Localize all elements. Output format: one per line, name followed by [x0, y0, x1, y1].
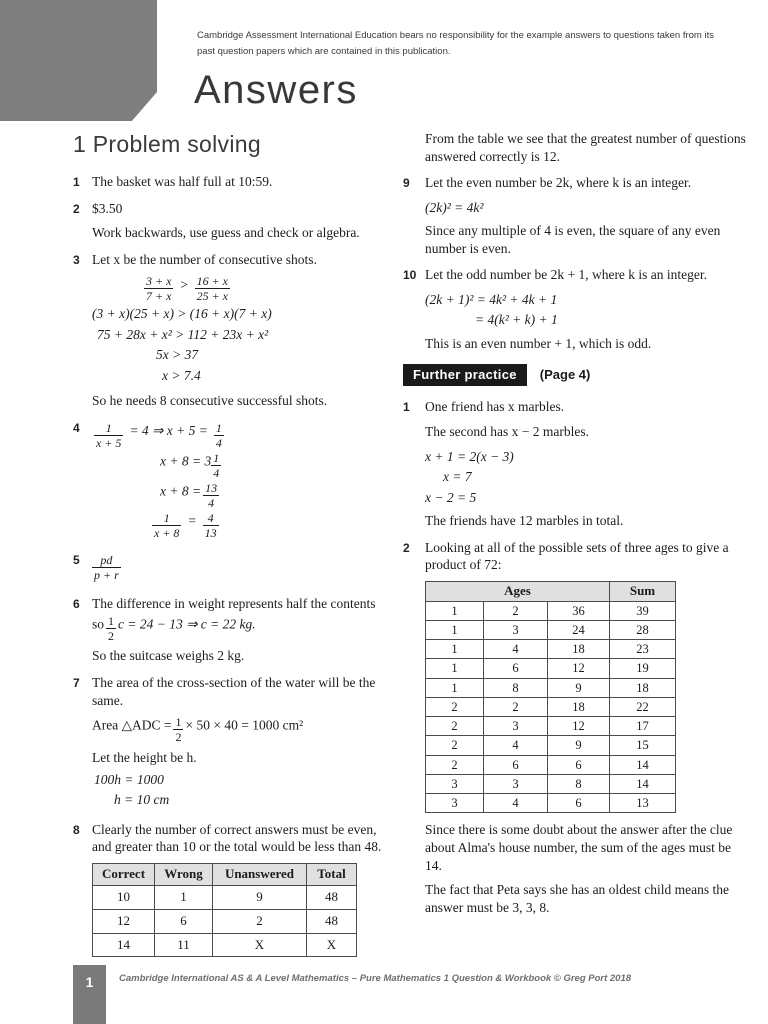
table-cell: 24 — [548, 620, 610, 639]
answer-content — [92, 674, 395, 812]
table-cell: 1 — [426, 640, 484, 659]
table-cell: 1 — [426, 678, 484, 697]
answer-item-9 — [403, 174, 747, 257]
answer-text: Let x be the number of consecutive shots. — [92, 251, 317, 267]
fraction — [203, 482, 219, 509]
table-cell: 2 — [426, 736, 484, 755]
further-practice-item-1 — [403, 398, 747, 529]
numerator: 3 + x — [146, 274, 172, 289]
table-cell: 8 — [484, 678, 548, 697]
answer-item-10 — [403, 266, 747, 352]
answer-text: The basket was half full at 10:59. — [92, 174, 273, 189]
table-cell: 12 — [93, 909, 155, 933]
equation-line: x > 7.4 — [162, 367, 201, 383]
table-head — [426, 581, 676, 601]
page-reference: (Page 4) — [539, 367, 591, 383]
answer-content — [92, 821, 395, 958]
answer-item-2 — [73, 200, 395, 242]
column-header: Total — [307, 863, 357, 885]
table-cell: 6 — [548, 755, 610, 774]
table-cell: 28 — [610, 620, 676, 639]
answer-text: Since there is some doubt about the answer after the clue about Alma's house number, the sum of the ages must be 14. — [425, 822, 733, 873]
table-header-row — [426, 581, 676, 601]
answer-text: The difference in weight represents half the contents — [92, 595, 376, 611]
table-cell: 4 — [484, 736, 548, 755]
section-heading: 1 Problem solving — [73, 131, 261, 157]
question-number: 8 — [73, 822, 80, 837]
table-cell: 13 — [610, 794, 676, 813]
table-cell: 12 — [548, 717, 610, 736]
denominator: 4 — [215, 435, 222, 450]
table-cell: 1 — [426, 601, 484, 620]
table-cell: 3 — [426, 774, 484, 793]
answer-text: So the suitcase weighs 2 kg. — [92, 648, 245, 664]
ages-table — [425, 581, 676, 814]
denominator: 25 + x — [196, 289, 228, 304]
answer-text: One friend has x marbles. — [425, 399, 565, 415]
table-cell: 2 — [426, 755, 484, 774]
answer-text: Let the odd number be 2k + 1, where k is an integer. — [425, 267, 708, 283]
denominator: 13 — [204, 525, 217, 540]
denominator: x + 5 — [96, 435, 122, 450]
corner-decoration — [0, 0, 157, 121]
disclaimer-text: Cambridge Assessment International Education bears no responsibility for the example answers to questions taken from its past question papers which are contained in this publication. — [197, 30, 714, 57]
question-number: 1 — [403, 400, 410, 415]
question-number: 4 — [73, 420, 80, 435]
table-cell: 14 — [610, 755, 676, 774]
operator: = — [187, 513, 197, 529]
table-cell: 14 — [610, 774, 676, 793]
table-cell: 22 — [610, 697, 676, 716]
table-row — [426, 717, 676, 736]
further-practice-badge: Further practice — [403, 364, 527, 386]
answer-content — [92, 173, 395, 191]
numerator: 1 — [152, 512, 181, 526]
answer-text: From the table we see that the greatest number of questions answered correctly is 12. — [425, 131, 746, 164]
column-header: Correct — [93, 863, 155, 885]
page-number: 1 — [85, 974, 94, 990]
question-number: 7 — [73, 676, 80, 691]
question-number: 9 — [403, 176, 410, 191]
equation-line: = 4(k² + k) + 1 — [475, 312, 558, 328]
table-cell: 18 — [548, 697, 610, 716]
question-number: 6 — [73, 596, 80, 611]
answer-text: Let the height be h. — [92, 750, 197, 766]
answer-content — [425, 130, 747, 165]
question-number: 2 — [73, 201, 80, 216]
answer-text: The area of the cross-section of the water will be the same. — [92, 675, 376, 708]
equation-text: x + 8 = 3 — [160, 453, 212, 469]
numerator: 4 — [203, 512, 219, 526]
equation-line — [150, 512, 395, 539]
table-cell: 39 — [610, 601, 676, 620]
table-cell: 4 — [484, 794, 548, 813]
table-cell: 18 — [548, 640, 610, 659]
table-cell: 8 — [548, 774, 610, 793]
answer-item-4 — [73, 419, 395, 542]
table-cell: 3 — [484, 620, 548, 639]
answer-item-8-continued — [403, 130, 747, 165]
equation-line — [160, 482, 395, 509]
answer-item-5 — [73, 551, 395, 584]
answer-text: Work backwards, use guess and check or algebra. — [92, 225, 360, 241]
table-body — [93, 885, 357, 957]
answer-content — [92, 200, 395, 242]
table-head — [93, 863, 357, 885]
further-practice-item-2 — [403, 539, 747, 916]
table-row — [93, 933, 357, 957]
table-cell: 12 — [548, 659, 610, 678]
equation-line: 75 + 28x + x² > 112 + 23x + x² — [97, 326, 269, 342]
table-row — [426, 640, 676, 659]
fraction — [214, 422, 224, 449]
numerator: 16 + x — [196, 274, 228, 289]
table-cell: 2 — [426, 717, 484, 736]
answer-content — [425, 266, 747, 352]
table-cell: 15 — [610, 736, 676, 755]
equation-line — [142, 275, 395, 302]
numerator: 1 — [108, 614, 115, 629]
table-row — [426, 620, 676, 639]
table-row — [426, 736, 676, 755]
equation-line — [92, 716, 395, 743]
table-cell: 2 — [484, 697, 548, 716]
answer-content — [92, 595, 395, 665]
equation-line: (2k + 1)² = 4k² + 4k + 1 — [425, 291, 558, 307]
numerator: 1 — [213, 450, 220, 465]
table-row — [426, 697, 676, 716]
equation-line: (2k)² = 4k² — [425, 199, 484, 215]
table-cell: 4 — [484, 640, 548, 659]
column-header: Wrong — [155, 863, 213, 885]
answer-item-3 — [73, 251, 395, 410]
column-header: Unanswered — [213, 863, 307, 885]
table-cell: X — [307, 933, 357, 957]
answer-text: The fact that Peta says she has an oldest child means the answer must be 3, 3, 8. — [425, 882, 730, 915]
table-cell: 1 — [426, 659, 484, 678]
answer-content — [425, 174, 747, 257]
answer-content — [92, 551, 395, 584]
question-number: 2 — [403, 540, 410, 555]
denominator: x + 8 — [154, 525, 180, 540]
table-cell: 10 — [93, 885, 155, 909]
equation-line: x − 2 = 5 — [425, 489, 477, 505]
table-row — [426, 659, 676, 678]
table-cell: 6 — [484, 755, 548, 774]
answer-item-7 — [73, 674, 395, 812]
fraction — [195, 275, 230, 302]
page-number-box — [73, 965, 106, 1024]
answer-content — [425, 539, 747, 916]
answer-item-8 — [73, 821, 395, 958]
answer-text: $3.50 — [92, 200, 123, 216]
table-cell: 9 — [548, 678, 610, 697]
numerator: 13 — [205, 480, 218, 495]
table-row — [426, 755, 676, 774]
equation-text: x + 8 = — [160, 483, 202, 499]
table-cell: 3 — [426, 794, 484, 813]
fraction — [173, 716, 183, 743]
table-cell: 17 — [610, 717, 676, 736]
right-column — [403, 130, 747, 925]
answer-content — [92, 419, 395, 542]
table-cell: 2 — [426, 697, 484, 716]
fraction — [106, 615, 116, 642]
table-cell: 23 — [610, 640, 676, 659]
fraction — [152, 512, 181, 539]
table-row — [426, 601, 676, 620]
operator: = 4 ⇒ x + 5 = — [129, 423, 208, 439]
answer-text: Looking at all of the possible sets of three ages to give a product of 72: — [425, 539, 729, 573]
answer-item-6 — [73, 595, 395, 665]
table-row — [93, 885, 357, 909]
table-cell: 3 — [484, 717, 548, 736]
equation-line: (3 + x)(25 + x) > (16 + x)(7 + x) — [92, 306, 272, 322]
table-header-row — [93, 863, 357, 885]
denominator: 2 — [175, 730, 182, 745]
equation-text: × 50 × 40 = 1000 cm² — [185, 717, 304, 733]
denominator: 4 — [208, 495, 215, 510]
numerator: 1 — [94, 422, 123, 436]
answer-text: Clearly the number of correct answers must be even, and greater than 10 or the total would be less than 48. — [92, 821, 382, 855]
equation-line — [160, 452, 395, 479]
equation-line: h = 10 cm — [114, 792, 170, 808]
denominator: 2 — [108, 629, 115, 644]
fraction — [92, 554, 121, 581]
question-number: 1 — [73, 175, 80, 189]
fraction — [211, 452, 221, 479]
table-cell: 19 — [610, 659, 676, 678]
equation-text: Area △ADC = — [92, 717, 172, 733]
further-practice-row — [403, 364, 747, 386]
operator: > — [179, 276, 189, 292]
equation-line — [92, 422, 395, 449]
table-cell: 1 — [426, 620, 484, 639]
table-cell: X — [213, 933, 307, 957]
table-row — [426, 678, 676, 697]
table-cell: 2 — [484, 601, 548, 620]
denominator: 7 + x — [146, 289, 172, 304]
table-cell: 36 — [548, 601, 610, 620]
answer-text: This is an even number + 1, which is odd. — [425, 335, 652, 351]
table-cell: 2 — [213, 909, 307, 933]
table-cell: 6 — [155, 909, 213, 933]
answer-item-1 — [73, 173, 395, 191]
fraction — [144, 275, 173, 302]
footer-copyright: Cambridge International AS & A Level Mathematics – Pure Mathematics 1 Question & Workbook © Greg Port 2018 — [119, 973, 632, 984]
page-title: Answers — [194, 68, 358, 112]
table-cell: 6 — [548, 794, 610, 813]
table-cell: 14 — [93, 933, 155, 957]
equation-text: so — [92, 617, 105, 632]
answer-content — [92, 251, 395, 410]
equation-line: 5x > 37 — [156, 347, 199, 363]
denominator: p + r — [94, 567, 119, 582]
question-number: 5 — [73, 552, 80, 567]
table-row — [93, 909, 357, 933]
table-cell: 9 — [548, 736, 610, 755]
numerator: 1 — [175, 715, 182, 730]
answer-text: Since any multiple of 4 is even, the square of any even number is even. — [425, 223, 721, 256]
answer-text: Let the even number be 2k, where k is an integer. — [425, 175, 692, 191]
answer-text: The second has x − 2 marbles. — [425, 424, 589, 440]
numerator: pd — [92, 554, 121, 568]
question-number: 10 — [403, 268, 417, 283]
answer-text: The friends have 12 marbles in total. — [425, 513, 624, 529]
answer-content — [425, 398, 747, 529]
denominator: 4 — [213, 465, 220, 480]
fraction — [94, 422, 123, 449]
question-number — [403, 130, 425, 165]
fraction — [203, 512, 219, 539]
answers-table — [92, 863, 357, 958]
table-row — [426, 794, 676, 813]
table-cell: 6 — [484, 659, 548, 678]
table-row — [426, 774, 676, 793]
equation-line: 100h = 1000 — [94, 771, 164, 787]
numerator: 1 — [215, 420, 222, 435]
table-cell: 3 — [484, 774, 548, 793]
equation-line — [92, 615, 395, 642]
equation-line — [92, 554, 395, 581]
table-cell: 1 — [155, 885, 213, 909]
left-column — [73, 131, 395, 966]
table-body — [426, 601, 676, 813]
table-cell: 48 — [307, 885, 357, 909]
column-header: Ages — [426, 581, 610, 601]
table-cell: 11 — [155, 933, 213, 957]
question-number: 3 — [73, 252, 80, 267]
column-header: Sum — [610, 581, 676, 601]
table-cell: 18 — [610, 678, 676, 697]
table-cell: 48 — [307, 909, 357, 933]
equation-line: x = 7 — [443, 469, 472, 485]
table-cell: 9 — [213, 885, 307, 909]
answer-text: So he needs 8 consecutive successful shots. — [92, 393, 328, 409]
equation-line: x + 1 = 2(x − 3) — [425, 448, 514, 464]
equation-text: c = 24 − 13 ⇒ c = 22 kg. — [118, 617, 256, 632]
